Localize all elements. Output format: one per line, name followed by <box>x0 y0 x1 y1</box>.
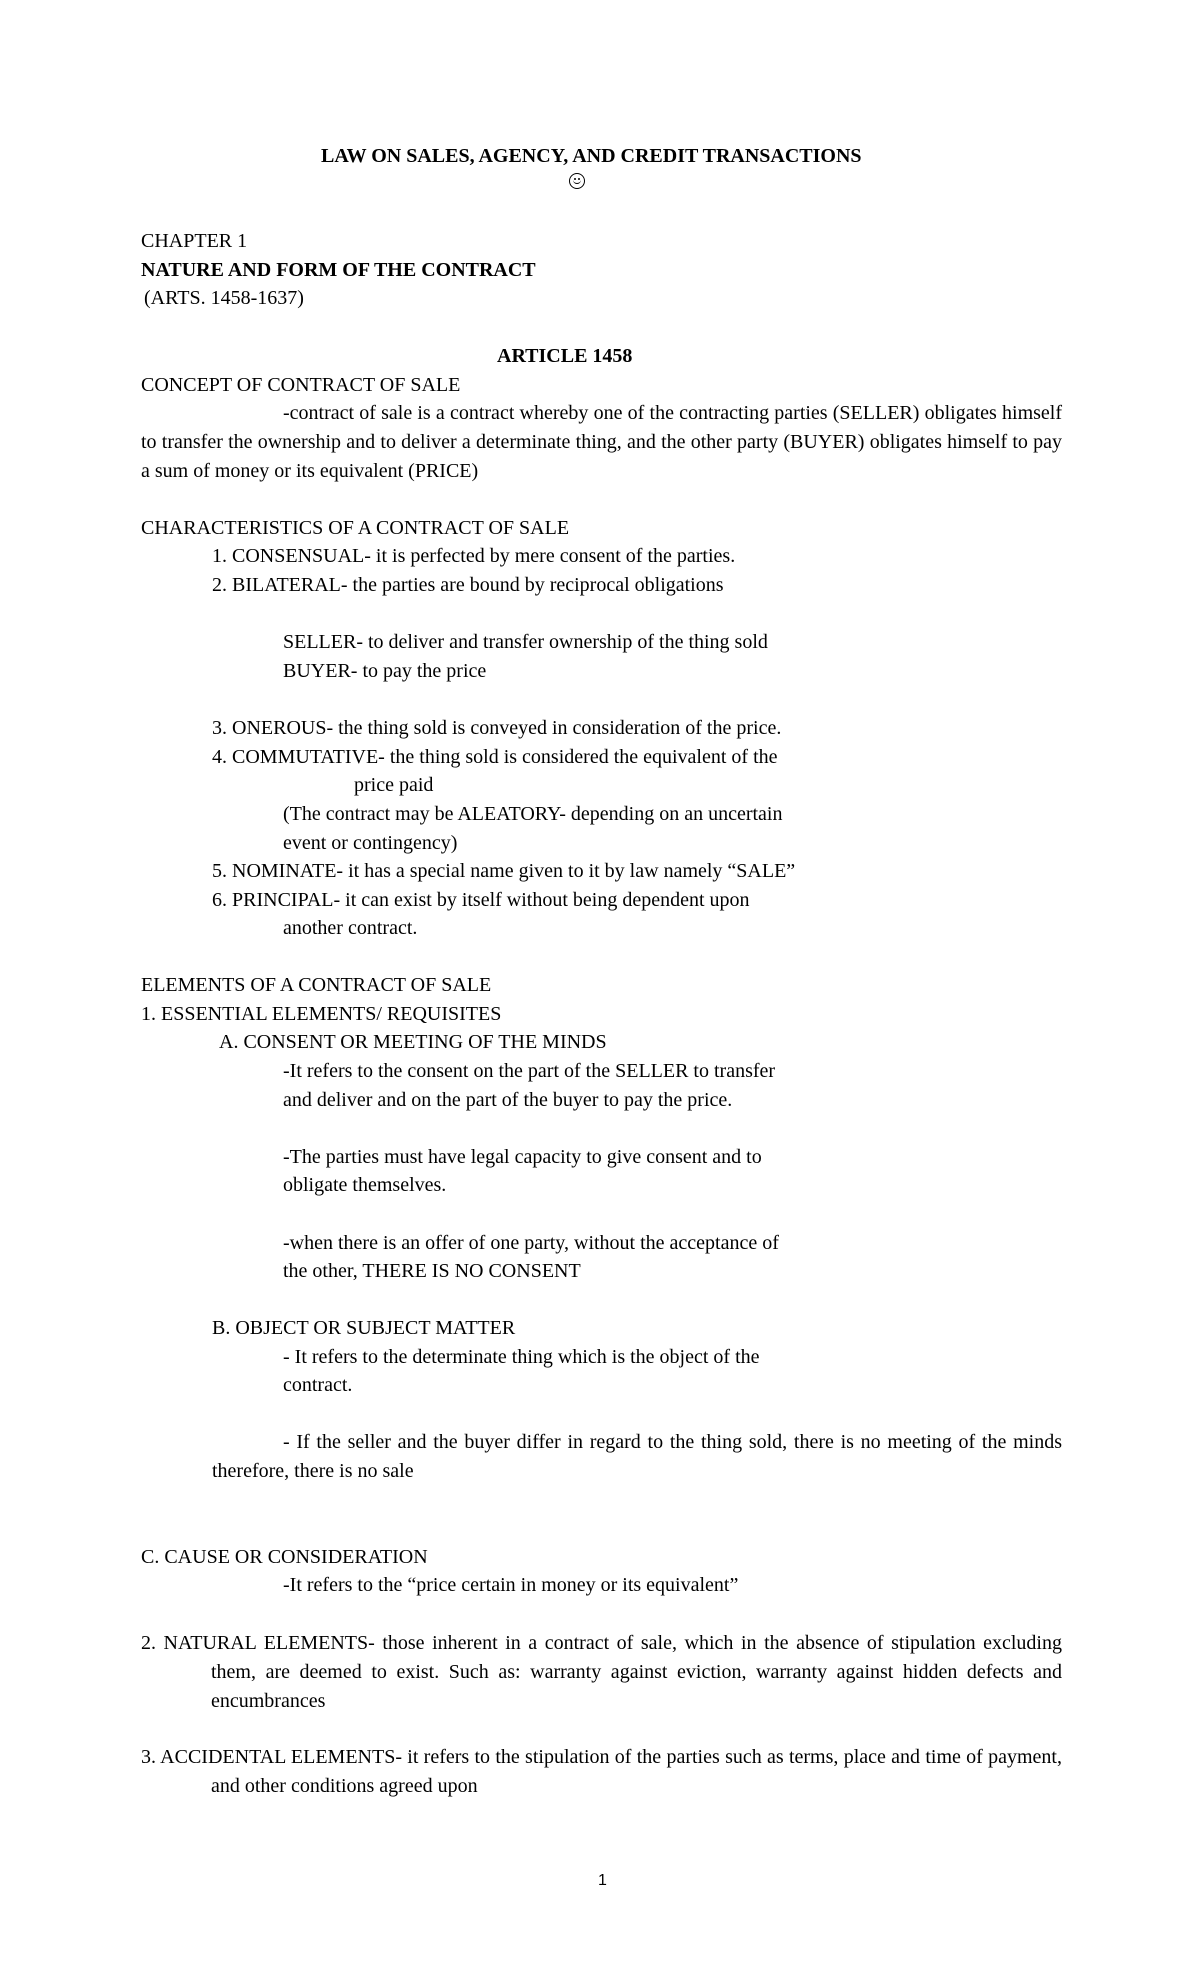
concept-heading: CONCEPT OF CONTRACT OF SALE <box>141 374 461 396</box>
chapter-label: CHAPTER 1 <box>141 230 248 252</box>
article-heading: ARTICLE 1458 <box>497 345 633 367</box>
aleatory-note-line1: (The contract may be ALEATORY- depending on an uncertain <box>283 803 783 825</box>
page-number: 1 <box>598 1872 607 1889</box>
aleatory-note-line2: event or contingency) <box>283 832 458 854</box>
elements-heading: ELEMENTS OF A CONTRACT OF SALE <box>141 974 492 996</box>
consent-point1-line1: -It refers to the consent on the part of the SELLER to transfer <box>283 1060 776 1082</box>
seller-obligation: SELLER- to deliver and transfer ownership of the thing sold <box>283 631 768 653</box>
object-point1-line1: - It refers to the determinate thing which is the object of the <box>283 1346 760 1368</box>
articles-range: (ARTS. 1458-1637) <box>144 287 304 309</box>
document-title: LAW ON SALES, AGENCY, AND CREDIT TRANSACTIONS <box>321 145 862 167</box>
characteristic-principal-cont: another contract. <box>283 917 418 939</box>
essential-elements-heading: 1. ESSENTIAL ELEMENTS/ REQUISITES <box>141 1003 502 1025</box>
characteristics-heading: CHARACTERISTICS OF A CONTRACT OF SALE <box>141 517 570 539</box>
consent-heading: A. CONSENT OR MEETING OF THE MINDS <box>219 1031 607 1053</box>
consent-point2-line1: -The parties must have legal capacity to give consent and to <box>283 1146 762 1168</box>
buyer-obligation: BUYER- to pay the price <box>283 660 487 682</box>
natural-elements: 2. NATURAL ELEMENTS- those inherent in a contract of sale, which in the absence of stipulation excluding them, are deemed to exist. Such as: warranty against eviction, warranty against hidden defects and encumbrances <box>141 1632 1062 1712</box>
characteristic-onerous: 3. ONEROUS- the thing sold is conveyed in consideration of the price. <box>212 717 782 739</box>
smiley-icon <box>569 173 585 189</box>
object-point2: - If the seller and the buyer differ in regard to the thing sold, there is no meeting of the minds therefore, there is no sale <box>212 1431 1062 1482</box>
characteristic-commutative-cont: price paid <box>354 774 434 796</box>
accidental-elements: 3. ACCIDENTAL ELEMENTS- it refers to the stipulation of the parties such as terms, place and time of payment, and other conditions agreed upon <box>141 1746 1062 1797</box>
consent-point1-line2: and deliver and on the part of the buyer to pay the price. <box>283 1089 733 1111</box>
cause-heading: C. CAUSE OR CONSIDERATION <box>141 1546 428 1568</box>
characteristic-consensual: 1. CONSENSUAL- it is perfected by mere consent of the parties. <box>212 545 736 567</box>
characteristic-commutative: 4. COMMUTATIVE- the thing sold is considered the equivalent of the <box>212 746 778 768</box>
object-heading: B. OBJECT OR SUBJECT MATTER <box>212 1317 516 1339</box>
characteristic-nominate: 5. NOMINATE- it has a special name given to it by law namely “SALE” <box>212 860 796 882</box>
object-point1-line2: contract. <box>283 1374 353 1396</box>
consent-point2-line2: obligate themselves. <box>283 1174 447 1196</box>
concept-paragraph: -contract of sale is a contract whereby one of the contracting parties (SELLER) obligates himself to transfer the ownership and to deliver a determinate thing, and the other party (BUYER) obligates himself to pay a sum of money or its equivalent (PRICE) <box>141 402 1062 482</box>
chapter-title: NATURE AND FORM OF THE CONTRACT <box>141 259 536 281</box>
consent-point3-line2: the other, THERE IS NO CONSENT <box>283 1260 581 1282</box>
characteristic-principal: 6. PRINCIPAL- it can exist by itself without being dependent upon <box>212 889 750 911</box>
cause-point1: -It refers to the “price certain in money or its equivalent” <box>283 1574 739 1596</box>
consent-point3-line1: -when there is an offer of one party, without the acceptance of <box>283 1232 779 1254</box>
characteristic-bilateral: 2. BILATERAL- the parties are bound by reciprocal obligations <box>212 574 724 596</box>
